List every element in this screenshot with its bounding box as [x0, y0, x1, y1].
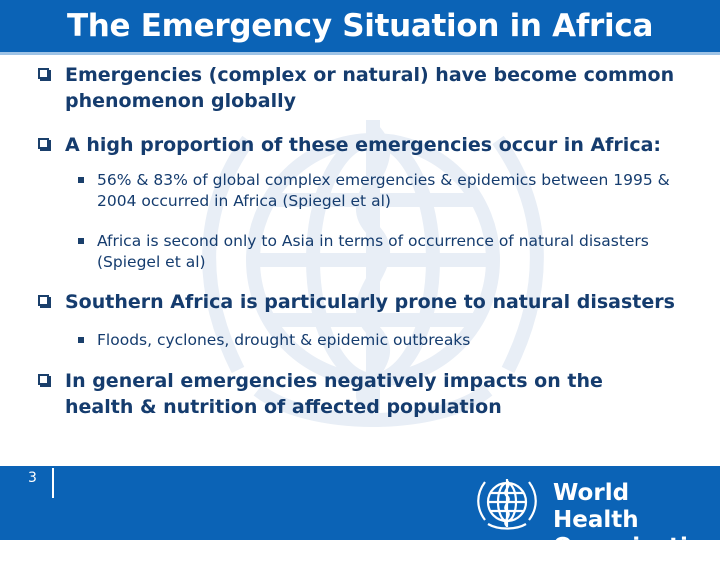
bullet-text: In general emergencies negatively impacts on the health & nutrition of affected population [65, 370, 603, 418]
sub-bullet-text: Floods, cyclones, drought & epidemic outbreaks [97, 331, 471, 349]
slide-number: 3 [28, 470, 37, 486]
checkbox-bullet-icon [38, 374, 49, 385]
who-emblem-icon [470, 472, 544, 534]
checkbox-bullet-icon [38, 295, 49, 306]
sub-bullet-text: 56% & 83% of global complex emergencies & epidemics between 1995 & 2004 occurred in Africa (Spiegel et al) [97, 171, 670, 210]
org-name-line1: World Health [553, 480, 639, 533]
bullet-text: Southern Africa is particularly prone to natural disasters [65, 291, 675, 313]
square-bullet-icon [78, 177, 84, 183]
footer-divider [52, 468, 54, 498]
square-bullet-icon [78, 238, 84, 244]
who-name [553, 480, 720, 561]
sub-bullet-text: Africa is second only to Asia in terms of occurrence of natural disasters (Spiegel et al) [97, 232, 649, 271]
slide-title: The Emergency Situation in Africa [66, 8, 654, 44]
bullet-text: Emergencies (complex or natural) have become common phenomenon globally [65, 64, 675, 112]
checkbox-bullet-icon [38, 68, 49, 79]
square-bullet-icon [78, 337, 84, 343]
checkbox-bullet-icon [38, 138, 49, 149]
bullet-text: A high proportion of these emergencies occur in Africa: [65, 134, 661, 156]
org-name-line2: Organization [553, 534, 720, 560]
